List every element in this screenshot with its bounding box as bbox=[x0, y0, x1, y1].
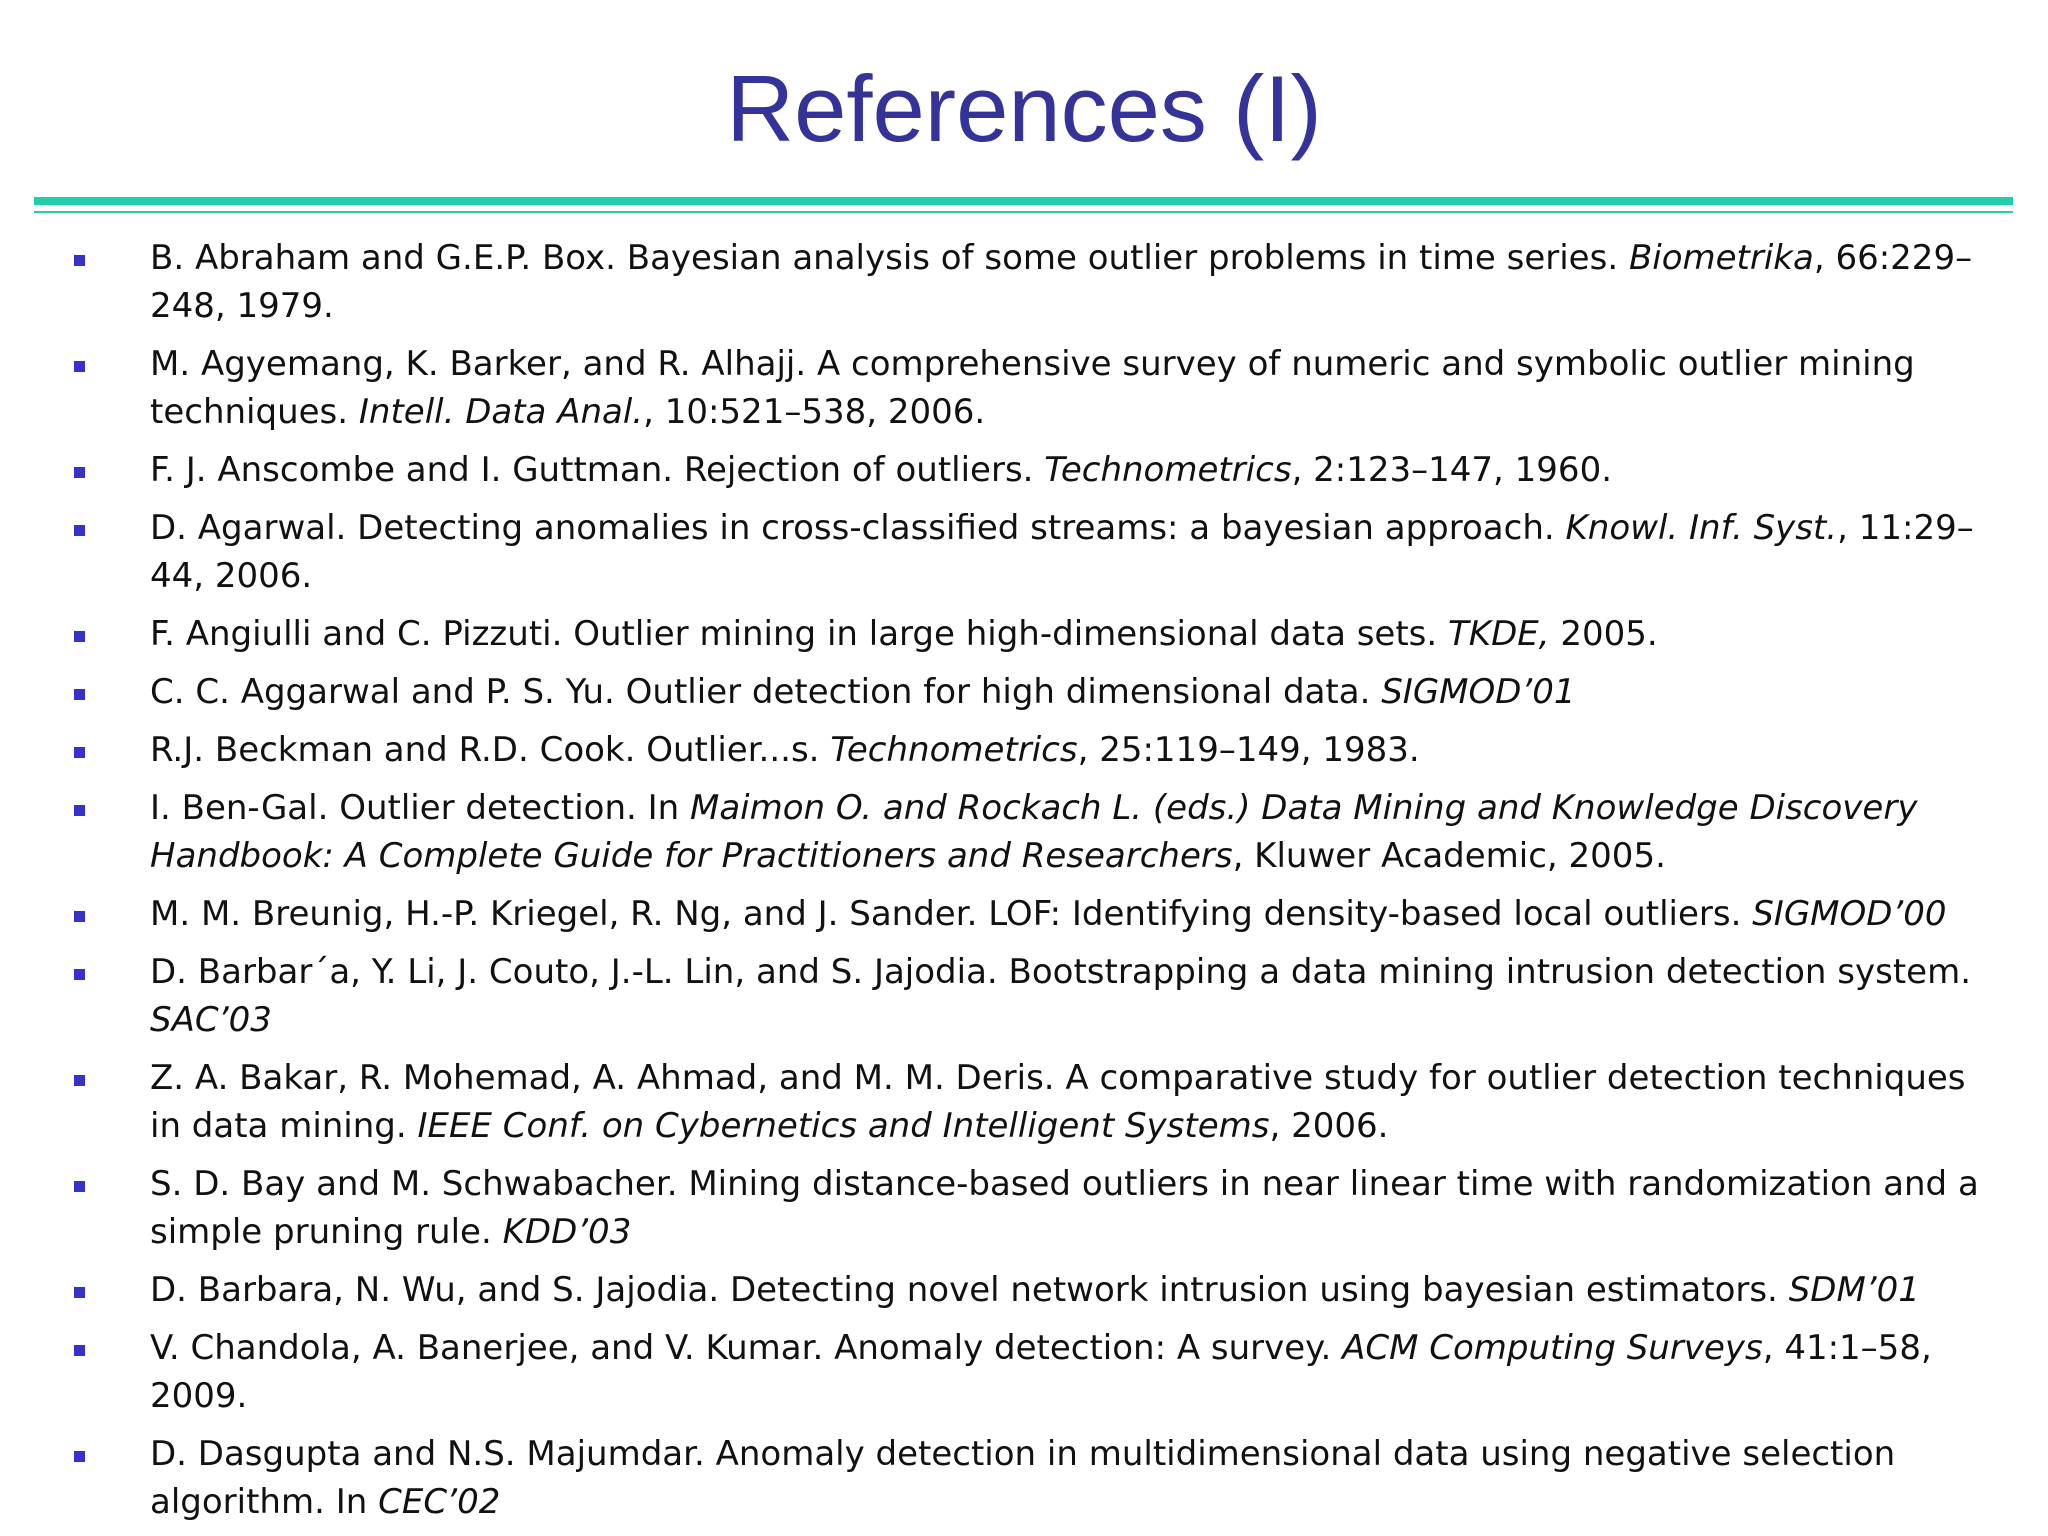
reference-text: D. Agarwal. Detecting anomalies in cross-classified streams: a bayesian approach. bbox=[150, 508, 1566, 548]
reference-item bbox=[0, 340, 2048, 436]
reference-details: , 66:229–248, 1979. bbox=[150, 238, 1973, 326]
square-bullet-icon bbox=[74, 1287, 85, 1298]
reference-item bbox=[0, 504, 2048, 600]
reference-venue: ACM Computing Surveys bbox=[1342, 1328, 1763, 1368]
reference-text: M. M. Breunig, H.-P. Kriegel, R. Ng, and J. Sander. LOF: Identifying density-based local outliers. bbox=[150, 894, 1753, 934]
reference-details: , Kluwer Academic, 2005. bbox=[1232, 836, 1666, 876]
reference-details: , 41:1–58, 2009. bbox=[150, 1328, 1932, 1416]
slide-title: References (I) bbox=[726, 56, 1322, 161]
reference-venue: SIGMOD’00 bbox=[1752, 894, 1947, 934]
reference-venue: KDD’03 bbox=[502, 1212, 632, 1252]
reference-text: Z. A. Bakar, R. Mohemad, A. Ahmad, and M. M. Deris. A comparative study for outlier detection techniques in data mining. bbox=[150, 1058, 1966, 1146]
square-bullet-icon bbox=[74, 969, 85, 980]
reference-venue: IEEE Conf. on Cybernetics and Intelligent Systems bbox=[417, 1106, 1270, 1146]
square-bullet-icon bbox=[74, 467, 85, 478]
reference-venue: Intell. Data Anal. bbox=[358, 392, 644, 432]
reference-venue: Technometrics bbox=[1044, 450, 1292, 490]
reference-item bbox=[0, 726, 2048, 774]
reference-text: V. Chandola, A. Banerjee, and V. Kumar. Anomaly detection: A survey. bbox=[150, 1328, 1343, 1368]
square-bullet-icon bbox=[74, 1181, 85, 1192]
reference-list bbox=[0, 234, 2048, 1536]
reference-details: 2005. bbox=[1549, 614, 1658, 654]
reference-text: I. Ben-Gal. Outlier detection. In bbox=[150, 788, 690, 828]
reference-text: F. J. Anscombe and I. Guttman. Rejection of outliers. bbox=[150, 450, 1045, 490]
reference-item bbox=[0, 234, 2048, 330]
reference-venue: CEC’02 bbox=[378, 1482, 501, 1522]
reference-item bbox=[0, 446, 2048, 494]
reference-text: R.J. Beckman and R.D. Cook. Outlier...s. bbox=[150, 730, 831, 770]
reference-venue: Knowl. Inf. Syst. bbox=[1565, 508, 1838, 548]
square-bullet-icon bbox=[74, 747, 85, 758]
reference-item bbox=[0, 1054, 2048, 1150]
reference-details: , 2:123–147, 1960. bbox=[1291, 450, 1613, 490]
reference-details: , 25:119–149, 1983. bbox=[1077, 730, 1420, 770]
reference-venue: Biometrika bbox=[1628, 238, 1814, 278]
reference-details: , 11:29–44, 2006. bbox=[150, 508, 1974, 596]
square-bullet-icon bbox=[74, 1451, 85, 1462]
reference-item bbox=[0, 610, 2048, 658]
reference-item bbox=[0, 890, 2048, 938]
reference-text: D. Barbara, N. Wu, and S. Jajodia. Detecting novel network intrusion using bayesian estimators. bbox=[150, 1270, 1789, 1310]
square-bullet-icon bbox=[74, 689, 85, 700]
reference-venue: SAC’03 bbox=[150, 1000, 272, 1040]
reference-details: , 10:521–538, 2006. bbox=[643, 392, 986, 432]
square-bullet-icon bbox=[74, 361, 85, 372]
reference-text: S. D. Bay and M. Schwabacher. Mining distance-based outliers in near linear time with randomization and a simple pruning rule. bbox=[150, 1164, 1979, 1252]
square-bullet-icon bbox=[74, 255, 85, 266]
reference-text: M. Agyemang, K. Barker, and R. Alhajj. A comprehensive survey of numeric and symbolic outlier mining techniques. bbox=[150, 344, 1915, 432]
reference-venue: SDM’01 bbox=[1788, 1270, 1920, 1310]
square-bullet-icon bbox=[74, 805, 85, 816]
reference-text: C. C. Aggarwal and P. S. Yu. Outlier detection for high dimensional data. bbox=[150, 672, 1382, 712]
reference-venue: Technometrics bbox=[830, 730, 1078, 770]
title-divider-thin bbox=[34, 211, 2013, 213]
reference-venue: SIGMOD’01 bbox=[1381, 672, 1576, 712]
reference-text: D. Dasgupta and N.S. Majumdar. Anomaly detection in multidimensional data using negative selection algorithm. In bbox=[150, 1434, 1896, 1522]
reference-venue: TKDE, bbox=[1448, 614, 1550, 654]
square-bullet-icon bbox=[74, 631, 85, 642]
square-bullet-icon bbox=[74, 525, 85, 536]
reference-item bbox=[0, 1430, 2048, 1526]
reference-text: D. Barbar´a, Y. Li, J. Couto, J.-L. Lin, and S. Jajodia. Bootstrapping a data mining intrusion detection system. bbox=[150, 952, 1972, 992]
reference-item bbox=[0, 784, 2048, 880]
square-bullet-icon bbox=[74, 911, 85, 922]
reference-text: F. Angiulli and C. Pizzuti. Outlier mining in large high-dimensional data sets. bbox=[150, 614, 1449, 654]
reference-item bbox=[0, 948, 2048, 1044]
reference-details: , 2006. bbox=[1269, 1106, 1389, 1146]
square-bullet-icon bbox=[74, 1075, 85, 1086]
reference-item bbox=[0, 1324, 2048, 1420]
title-divider-thick bbox=[34, 197, 2013, 205]
reference-venue: Maimon O. and Rockach L. (eds.) Data Mining and Knowledge Discovery Handbook: A Complete Guide for Practitioners and Researchers bbox=[150, 788, 1918, 876]
reference-item bbox=[0, 1160, 2048, 1256]
square-bullet-icon bbox=[74, 1345, 85, 1356]
reference-item bbox=[0, 1266, 2048, 1314]
reference-item bbox=[0, 668, 2048, 716]
reference-text: B. Abraham and G.E.P. Box. Bayesian analysis of some outlier problems in time series. bbox=[150, 238, 1629, 278]
